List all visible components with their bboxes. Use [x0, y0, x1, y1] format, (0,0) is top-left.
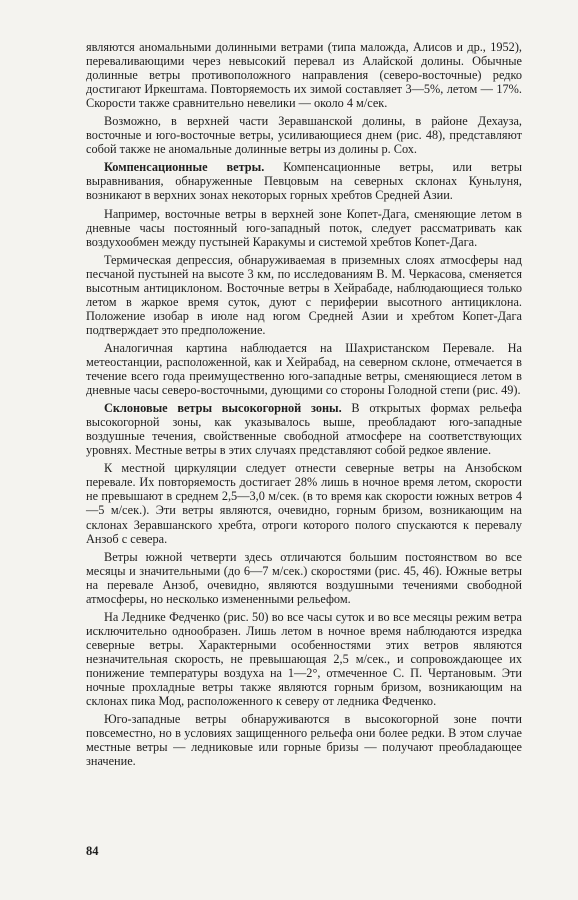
paragraph: [86, 341, 522, 397]
paragraph: [86, 253, 522, 337]
paragraph: [86, 550, 522, 606]
paragraph-text: Аналогичная картина наблюдается на Шахристанском Перевале. На метеостанции, расположенной, как и Хейрабад, на северном склоне, отмечается в течение всего года преимущественно юго-западные ветры, сменяющиеся летом в дневные часы северо-восточными, дующими со стороны Голодной степи (рис. 49).: [86, 340, 522, 398]
paragraph-text: Юго-западные ветры обнаруживаются в высокогорной зоне почти повсеместно, но в условиях защищенного рельефа они более редки. В этом случае местные ветры — ледниковые или горные бризы — получают преобладающее значение.: [86, 712, 522, 769]
section-heading: Компенсационные ветры.: [104, 160, 265, 175]
section-heading: Склоновые ветры высокогорной зоны.: [104, 401, 342, 416]
paragraph-text: Возможно, в верхней части Зеравшанской долины, в районе Дехауза, восточные и юго-восточные ветры, усиливающиеся днем (рис. 48), представляют собой также не аномальные долинные ветры из долины р. Сох.: [86, 114, 522, 157]
paragraph-text: являются аномальными долинными ветрами (типа маложда, Алисов и др., 1952), переваливающими через невысокий перевал из Алайской долины. Обычные долинные ветры противоположного направления (северо-восточные) редко достигают Иркештама. Повторяемость их зимой составляет 3—5%, летом — 17%. Скорости также сравнительно невелики — около 4 м/сек.: [86, 40, 522, 111]
paragraph-text: К местной циркуляции следует отнести северные ветры на Анзобском перевале. Их повторяемость достигает 28% лишь в ночное время летом, скорости не превышают в среднем 2,5—3,0 м/сек. (в то время как скорости южных ветров 4—5 м/сек.). Эти ветры являются, очевидно, горным бризом, возникающим на склонах Зеравшанского хребта, отроги которого полого спускаются к перевалу Анзоб с севера.: [86, 461, 522, 546]
paragraph-text: Компенсационные ветры, или ветры выравнивания, обнаруженные Певцовым на северных склонах Куньлуня, возникают в верхних зонах некоторых горных хребтов Средней Азии.: [86, 160, 522, 203]
paragraph-text: Например, восточные ветры в верхней зоне Копет-Дага, сменяющие летом в дневные часы постоянный юго-западный поток, следует рассматривать как воздухообмен между пустыней Каракумы и системой хребтов Копет-Дага.: [86, 206, 522, 249]
paragraph-text: Термическая депрессия, обнаруживаемая в приземных слоях атмосферы над песчаной пустыней на высоте 3 км, по исследованиям В. М. Черкасова, сменяется высотным антициклоном. Восточные ветры в Хейрабаде, наблюдающиеся только летом в жаркое время суток, дуют с периферии высотного антициклона. Положение изобар в июле над югом Средней Азии и хребтом Копет-Дага подтверждает это предположение.: [86, 252, 522, 337]
paragraph: [86, 610, 522, 708]
paragraph: [86, 40, 522, 110]
paragraph: [86, 712, 522, 768]
paragraph: [86, 114, 522, 156]
page-number: 84: [86, 844, 99, 858]
paragraph: [86, 461, 522, 545]
paragraph-text: На Леднике Федченко (рис. 50) во все часы суток и во все месяцы режим ветра исключительно однообразен. Лишь летом в ночное время наблюдаются изредка северные ветры. Характерными особенностями этих ветров являются незначительная скорость, не превышающая 2,5 м/сек., и сопровождающее их понижение температуры воздуха на 1—2°, отмеченное С. П. Чертановым. Эти ночные прохладные ветры также являются горным бризом, возникающим на склонах пика Мод, расположенного к северу от ледника Федченко.: [86, 609, 522, 709]
body-text: [86, 40, 522, 768]
paragraph: [86, 160, 522, 202]
paragraph: [86, 401, 522, 457]
paragraph-text: Ветры южной четверти здесь отличаются большим постоянством во все месяцы и значительными (до 6—7 м/сек.) скоростями (рис. 45, 46). Южные ветры на перевале Анзоб, очевидно, являются воздушными течениями свободной атмосферы, но несколько измененными рельефом.: [86, 549, 522, 606]
paragraph: [86, 207, 522, 249]
paragraph-text: В открытых формах рельефа высокогорной зоны, как указывалось выше, преобладают юго-западные воздушные течения, свойственные свободной атмосфере на соответствующих уровнях. Местные ветры в этих случаях представляют собой редкое явление.: [86, 401, 523, 458]
